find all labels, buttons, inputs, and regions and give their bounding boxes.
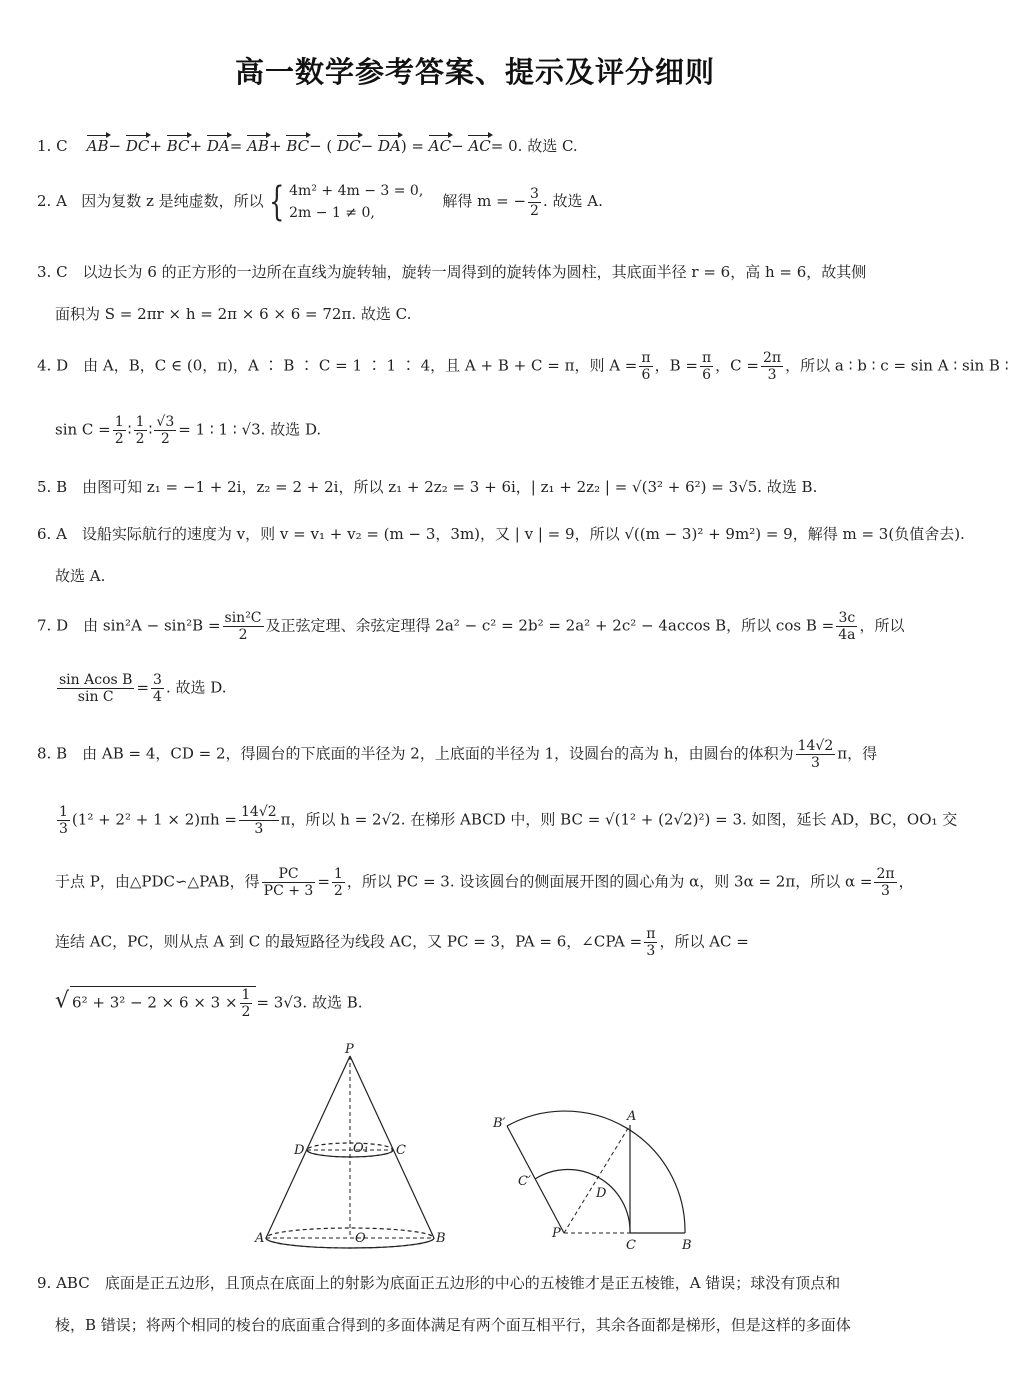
answer-3-line-2: 面积为 S = 2πr × h = 2π × 6 × 6 = 72π. 故选 C. [55,305,412,323]
answer-4-line-2: sin C = $\frac{1}{2}$ ∶ $\frac{1}{2}$ ∶ $\frac{√3}{2}$ = 1 ∶ 1 ∶ √3. 故选 D. [55,414,322,447]
answer-4-line-1: 4. D 由 A，B，C ∈ (0，π)，A ∶ B ∶ C = 1 ∶ 1 ∶ 4，且 A + B + C = π，则 A = $\frac{\pi}{6}$ ，B = $\frac{\pi}{6}$ ，C = $\frac{2\pi}{3}$ ，所以 a ∶ b ∶ c = sin A ∶ sin B ∶ [37,350,1009,383]
label-D: D [294,1143,305,1158]
answer-8-line-3: 于点 P，由△PDC∽△PAB，得 $\frac{PC}{PC + 3}$ = $\frac{1}{2}$ ，所以 PC = 3. 设该圆台的侧面展开图的圆心角为 α，则 3α = 2π，所以 α = $\frac{2\pi}{3}$ ， [55,866,914,899]
label-B-prime: B′ [493,1116,506,1131]
label-P: P [345,1042,354,1057]
page-title: 高一数学参考答案、提示及评分细则 [234,55,715,89]
label-C: C [396,1143,406,1158]
label-B: B [682,1238,692,1253]
label-B: B [436,1231,446,1246]
answer-8-line-4: 连结 AC，PC，则从点 A 到 C 的最短路径为线段 AC，又 PC = 3，PA = 6，∠CPA = $\frac{\pi}{3}$ ，所以 AC = [55,926,749,959]
label-D: D [596,1186,607,1201]
label-C-prime: C′ [518,1174,531,1189]
answer-9-line-1: 9. ABC 底面是正五边形，且顶点在底面上的射影为底面正五边形的中心的五棱锥才是正五棱锥，A 错误；球没有顶点和 [37,1274,841,1292]
answer-8-line-2: $\frac{1}{3}$ (1² + 2² + 1 × 2)πh = $\frac{14√2}{3}$ π，所以 h = 2√2. 在梯形 ABCD 中，则 BC = √(1² + (2√2)²) = 3. 如图，延长 AD，BC，OO₁ 交 [59,804,958,837]
label-A: A [255,1231,265,1246]
label-O: O [355,1231,366,1246]
answer-7-line-1: 7. D 由 sin²A − sin²B = $\frac{\text{sin²C}}{2}$ 及正弦定理、余弦定理得 2a² − c² = 2b² = 2a² + 2c² − 4accos B，所以 cos B = $\frac{3c}{4a}$ ，所以 [37,610,905,643]
answer-7-line-2: $\frac{\text{sin Acos B}}{\text{sin C}}$ = $\frac{3}{4}$ . 故选 D. [59,672,227,705]
answer-3-line-1: 3. C 以边长为 6 的正方形的一边所在直线为旋转轴，旋转一周得到的旋转体为圆柱，其底面半径 r = 6，高 h = 6，故其侧 [37,263,867,281]
answer-6-line-1: 6. A 设船实际航行的速度为 v，则 v = v₁ + v₂ = (m − 3，3m)，又 | v | = 9，所以 √((m − 3)² + 9m²) = 9，解得 m = 3(负值舍去). [37,525,965,543]
label-O1: O₁ [353,1141,369,1156]
answer-8-line-5: √ 6² + 3² − 2 × 6 × 3 × $\frac{1}{2}$ = 3√3. 故选 B. [55,987,363,1020]
lateral-surface-figure [490,1105,705,1255]
answer-6-line-2: 故选 A. [55,567,106,585]
label-C: C [626,1238,636,1253]
label-A: A [627,1109,637,1124]
answer-2: 2. A 因为复数 z 是纯虚数，所以 { 4m² + 4m − 3 = 0, 2m − 1 ≠ 0, 解得 m = − $\frac{3}{2}$ . 故选 A. [37,179,603,225]
answer-9-line-2: 棱，B 错误；将两个相同的棱台的底面重合得到的多面体满足有两个面互相平行，其余各面都是梯形，但是这样的多面体 [55,1316,851,1334]
frustum-cone-figure [250,1040,460,1252]
answer-1: 1. C AB− DC+ BC+ DA= AB+ BC− ( DC− DA) = AC− AC= 0. 故选 C. [37,137,578,155]
answer-8-line-1: 8. B 由 AB = 4，CD = 2，得圆台的下底面的半径为 2，上底面的半径为 1，设圆台的高为 h，由圆台的体积为 $\frac{14√2}{3}$ π，得 [37,738,878,771]
answer-5: 5. B 由图可知 z₁ = −1 + 2i，z₂ = 2 + 2i，所以 z₁ + 2z₂ = 3 + 6i，| z₁ + 2z₂ | = √(3² + 6²) = 3√5. 故选 B. [37,478,818,496]
label-P: P [552,1226,561,1241]
